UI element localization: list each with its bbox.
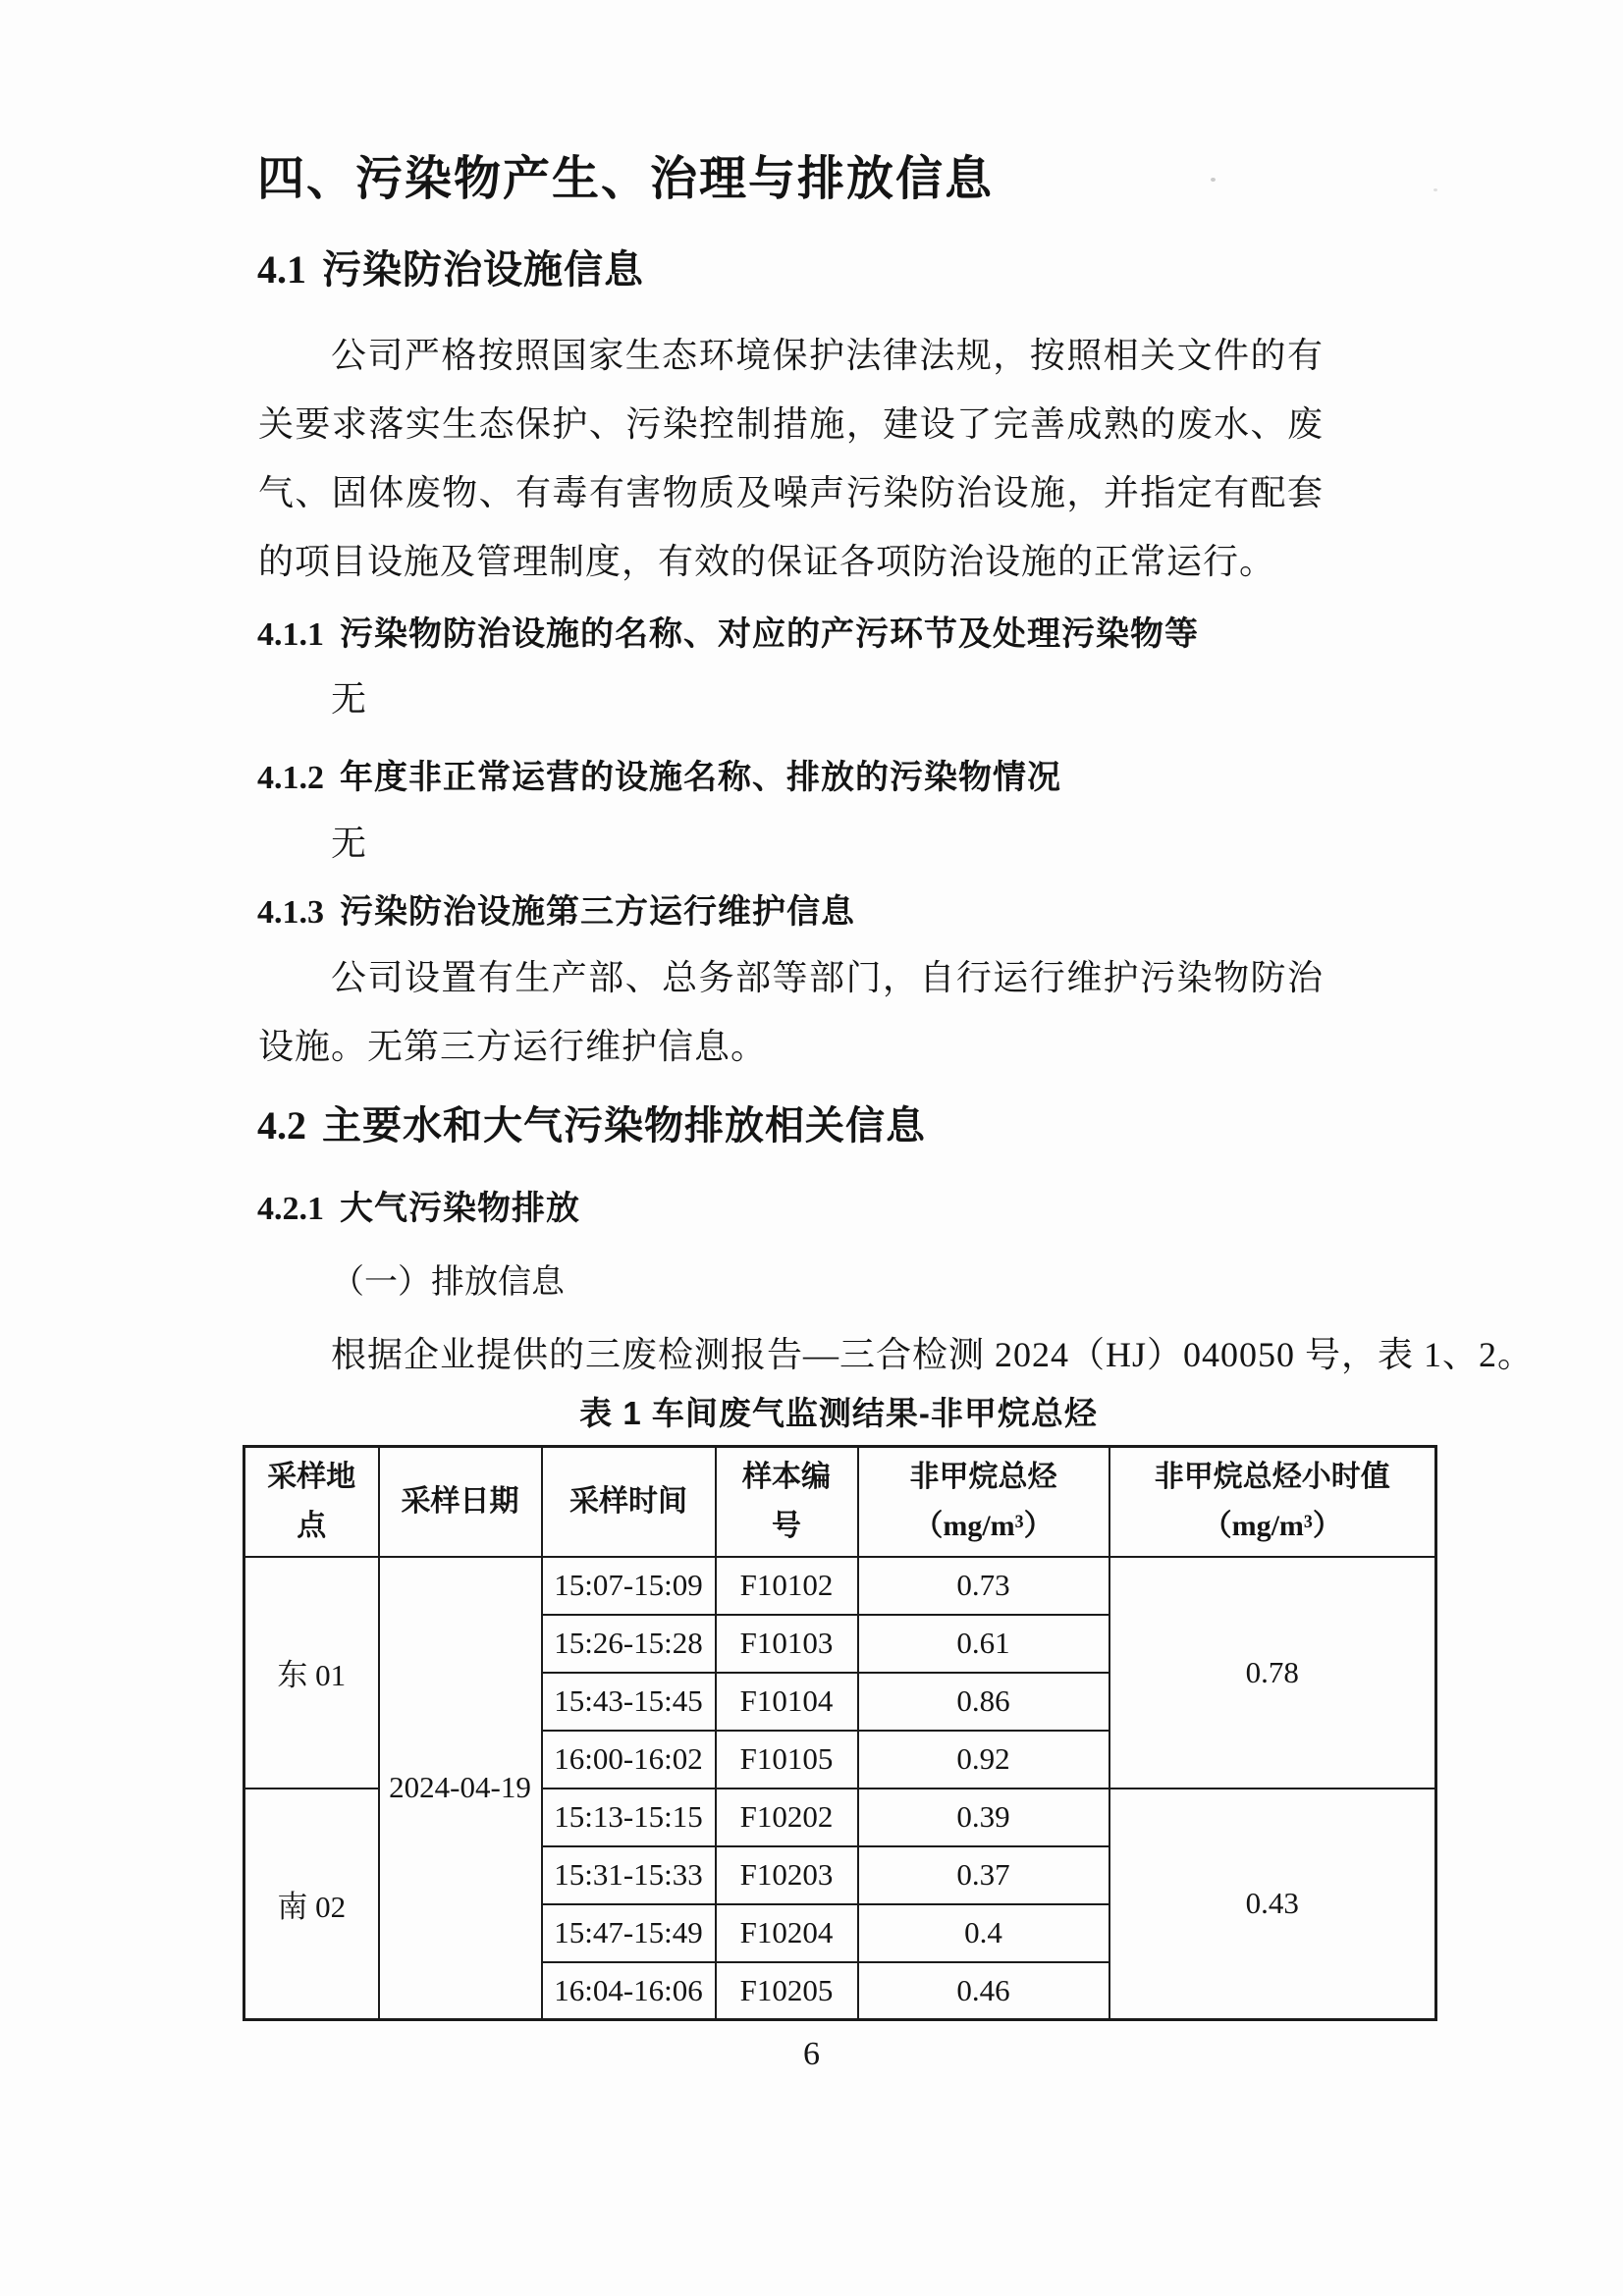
heading-text: 污染防治设施信息 (322, 248, 644, 292)
heading-number: 4.1.3 (257, 894, 324, 931)
col-header-nmhc-hour: 非甲烷总烃小时值 （mg/m³） (1109, 1447, 1436, 1557)
cell-sample: F10102 (716, 1557, 858, 1615)
heading-4-1 (257, 239, 644, 294)
heading-number: 4.2 (257, 1103, 306, 1148)
heading-number: 4.2.1 (257, 1191, 324, 1227)
col-header-nmhc: 非甲烷总烃 （mg/m³） (858, 1447, 1109, 1557)
chapter-title: 四、污染物产生、治理与排放信息 (257, 153, 995, 205)
list-item-emission-info: （一）排放信息 (331, 1264, 565, 1301)
heading-number: 4.1.1 (257, 616, 324, 653)
none-value-2: 无 (331, 824, 367, 863)
col-header-date: 采样日期 (379, 1447, 542, 1557)
col-header-time: 采样时间 (542, 1447, 716, 1557)
cell-hourly-value: 0.43 (1109, 1789, 1436, 2020)
paragraph-report-ref: 根据企业提供的三废检测报告—三合检测 2024（HJ）040050 号，表 1、2。 (331, 1335, 1535, 1374)
cell-hourly-value: 0.78 (1109, 1557, 1436, 1789)
cell-value: 0.61 (858, 1615, 1109, 1673)
scan-speck (1434, 188, 1437, 191)
col-header-sample: 样本编号 (716, 1447, 858, 1557)
cell-time: 16:04-16:06 (542, 1962, 716, 2020)
cell-value: 0.4 (858, 1904, 1109, 1962)
cell-value: 0.39 (858, 1789, 1109, 1846)
cell-value: 0.46 (858, 1962, 1109, 2020)
heading-text: 主要水和大气污染物排放相关信息 (322, 1104, 926, 1148)
col-header-location: 采样地点 (244, 1447, 379, 1557)
cell-value: 0.86 (858, 1673, 1109, 1731)
heading-text: 大气污染物排放 (340, 1190, 580, 1227)
cell-time: 15:47-15:49 (542, 1904, 716, 1962)
cell-value: 0.37 (858, 1846, 1109, 1904)
cell-time: 15:07-15:09 (542, 1557, 716, 1615)
page-number: 6 (803, 2036, 820, 2072)
heading-text: 污染防治设施第三方运行维护信息 (340, 893, 855, 931)
cell-sample: F10205 (716, 1962, 858, 2020)
none-value-1: 无 (331, 679, 367, 719)
heading-text: 污染物防治设施的名称、对应的产污环节及处理污染物等 (340, 615, 1199, 653)
cell-time: 16:00-16:02 (542, 1731, 716, 1789)
heading-4-1-1 (257, 607, 1199, 655)
cell-value: 0.92 (858, 1731, 1109, 1789)
heading-4-1-3 (257, 884, 855, 933)
cell-time: 15:26-15:28 (542, 1615, 716, 1673)
cell-time: 15:43-15:45 (542, 1673, 716, 1731)
heading-number: 4.1 (257, 247, 306, 292)
cell-location: 南 02 (244, 1789, 379, 2020)
cell-sample: F10103 (716, 1615, 858, 1673)
heading-4-2-1 (257, 1181, 580, 1229)
cell-sample: F10104 (716, 1673, 858, 1731)
cell-sample: F10203 (716, 1846, 858, 1904)
cell-location: 东 01 (244, 1557, 379, 1789)
cell-sample: F10202 (716, 1789, 858, 1846)
cell-value: 0.73 (858, 1557, 1109, 1615)
heading-number: 4.1.2 (257, 760, 324, 796)
scan-speck (1211, 178, 1216, 182)
cell-sample: F10105 (716, 1731, 858, 1789)
paragraph-4-1: 公司严格按照国家生态环境保护法律法规，按照相关文件的有关要求落实生态保护、污染控制措施，建设了完善成熟的废水、废气、固体废物、有毒有害物质及噪声污染防治设施，并指定有配套的项目设施及管理制度，有效的保证各项防治设施的正常运行。 (258, 336, 1324, 581)
table-caption: 表 1 车间废气监测结果-非甲烷总烃 (579, 1395, 1098, 1431)
monitoring-table (243, 1445, 1437, 2021)
cell-sample: F10204 (716, 1904, 858, 1962)
heading-text: 年度非正常运营的设施名称、排放的污染物情况 (340, 759, 1061, 796)
cell-date: 2024-04-19 (379, 1557, 542, 2020)
heading-4-1-2 (257, 750, 1061, 798)
heading-4-2 (257, 1095, 926, 1150)
paragraph-4-1-3: 公司设置有生产部、总务部等部门，自行运行维护污染物防治设施。无第三方运行维护信息。 (258, 958, 1324, 1066)
cell-time: 15:31-15:33 (542, 1846, 716, 1904)
cell-time: 15:13-15:15 (542, 1789, 716, 1846)
